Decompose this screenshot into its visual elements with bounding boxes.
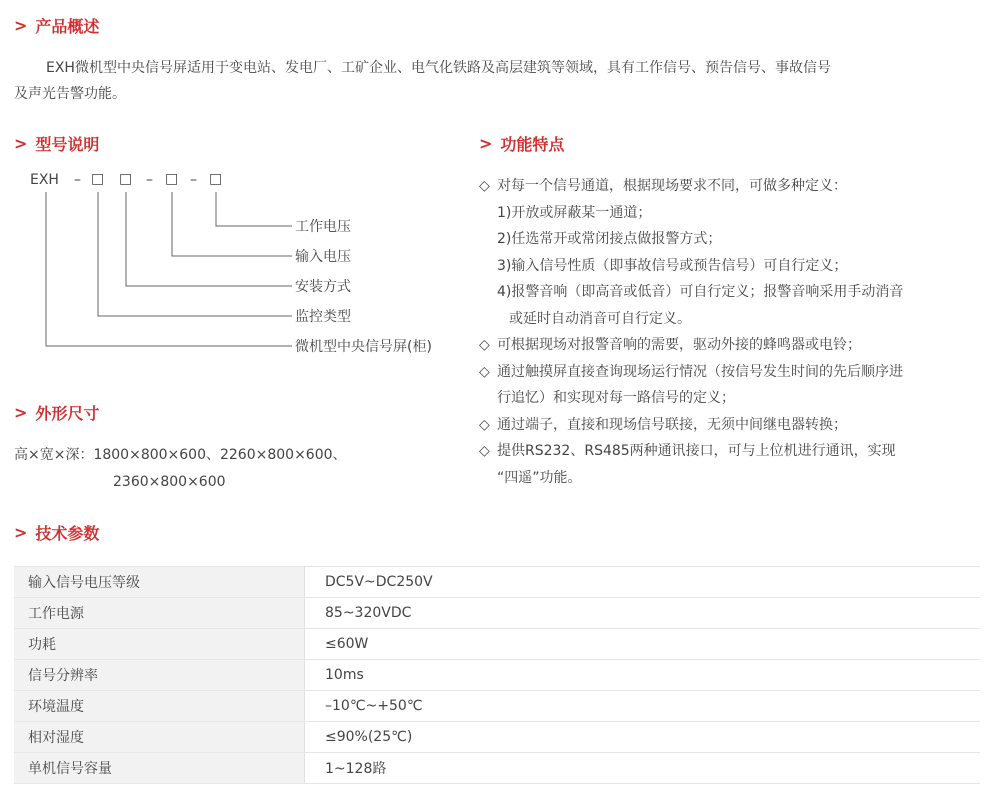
section-title-model-text: 型号说明 (35, 135, 100, 154)
model-connector-lines (30, 168, 470, 358)
spec-value: –10℃~+50℃ (305, 691, 981, 722)
model-label-monitor-type: 监控类型 (295, 309, 351, 325)
spec-key: 输入信号电压等级 (14, 567, 305, 598)
feature-sub-item: 3)输入信号性质（即事故信号或预告信号）可自行定义； (497, 257, 848, 274)
feature-item: ◇ 对每一个信号通道，根据现场要求不同，可做多种定义： (479, 173, 984, 200)
feature-item-cont: 行追忆）和实现对每一路信号的定义； (497, 390, 735, 406)
section-title-specs-text: 技术参数 (35, 524, 100, 543)
model-label-working-voltage: 工作电压 (295, 219, 351, 235)
table-row (14, 598, 980, 629)
section-title-features-text: 功能特点 (500, 135, 565, 154)
table-row (14, 691, 980, 722)
model-dash-2: – (146, 172, 153, 188)
feature-sub-item-cont: 或延时自动消音可自行定义。 (509, 310, 691, 327)
model-box-4: □ (209, 171, 223, 187)
model-box-1: □ (91, 171, 105, 187)
model-dash-3: – (190, 172, 197, 188)
feature-sub-item: 1)开放或屏蔽某一通道； (497, 204, 652, 221)
table-row (14, 629, 980, 660)
feature-item-cont: “四遥”功能。 (497, 469, 582, 486)
section-title-overview-text: 产品概述 (35, 17, 100, 36)
features-list (479, 173, 984, 491)
chevron-right-icon: > (14, 523, 28, 542)
model-box-3: □ (165, 171, 179, 187)
feature-item: ◇ 通过触摸屏直接查询现场运行情况（按信号发生时间的先后顺序进 (479, 359, 984, 386)
spec-value: 1~128路 (305, 753, 981, 784)
model-box-2: □ (119, 171, 133, 187)
table-row (14, 753, 980, 784)
section-title-model (14, 132, 99, 155)
spec-key: 信号分辨率 (14, 660, 305, 691)
model-label-product-name: 微机型中央信号屏(柜) (295, 339, 432, 355)
chevron-right-icon: > (14, 403, 28, 422)
section-title-dimensions (14, 401, 99, 424)
spec-key: 相对湿度 (14, 722, 305, 753)
table-row (14, 660, 980, 691)
feature-sub-item: 4)报警音响（即高音或低音）可自行定义；报警音响采用手动消音 (497, 284, 904, 300)
model-label-input-voltage: 输入电压 (295, 249, 351, 265)
feature-sub-item: 2)任选常开或常闭接点做报警方式； (497, 231, 722, 247)
spec-key: 功耗 (14, 629, 305, 660)
overview-line-1: EXH微机型中央信号屏适用于变电站、发电厂、工矿企业、电气化铁路及高层建筑等领域，具有工作信号、预告信号、事故信号 (46, 60, 831, 76)
model-dash-1: – (74, 172, 81, 188)
feature-item: ◇ 提供RS232、RS485两种通讯接口，可与上位机进行通讯，实现 (479, 438, 984, 465)
chevron-right-icon: > (479, 134, 493, 153)
section-title-overview (14, 14, 99, 37)
spec-value: 10ms (305, 660, 981, 691)
dimensions-text (14, 442, 347, 496)
spec-key: 单机信号容量 (14, 753, 305, 784)
spec-key: 环境温度 (14, 691, 305, 722)
section-title-specs (14, 521, 99, 544)
chevron-right-icon: > (14, 134, 28, 153)
model-code-diagram (30, 168, 470, 358)
feature-item: ◇ 可根据现场对报警音响的需要，驱动外接的蜂鸣器或电铃； (479, 332, 984, 359)
spec-value: 85~320VDC (305, 598, 981, 629)
dimensions-line-1: 高×宽×深：1800×800×600、2260×800×600、 (14, 447, 347, 463)
spec-key: 工作电源 (14, 598, 305, 629)
diamond-icon: ◇ (479, 178, 490, 194)
section-title-features (479, 132, 564, 155)
dimensions-line-2: 2360×800×600 (113, 474, 226, 490)
table-row (14, 567, 980, 598)
diamond-icon: ◇ (479, 337, 490, 353)
overview-line-2: 及声光告警功能。 (14, 86, 126, 102)
table-row (14, 722, 980, 753)
diamond-icon: ◇ (479, 443, 490, 459)
spec-table (14, 566, 980, 784)
spec-value: ≤90%(25℃) (305, 722, 981, 753)
spec-value: ≤60W (305, 629, 981, 660)
chevron-right-icon: > (14, 16, 28, 35)
model-label-install-method: 安装方式 (295, 279, 351, 295)
diamond-icon: ◇ (479, 363, 490, 380)
spec-value: DC5V~DC250V (305, 567, 981, 598)
section-title-dimensions-text: 外形尺寸 (35, 404, 100, 423)
model-prefix: EXH (30, 172, 59, 188)
feature-item: ◇ 通过端子，直接和现场信号联接，无须中间继电器转换； (479, 412, 984, 439)
diamond-icon: ◇ (479, 416, 490, 433)
